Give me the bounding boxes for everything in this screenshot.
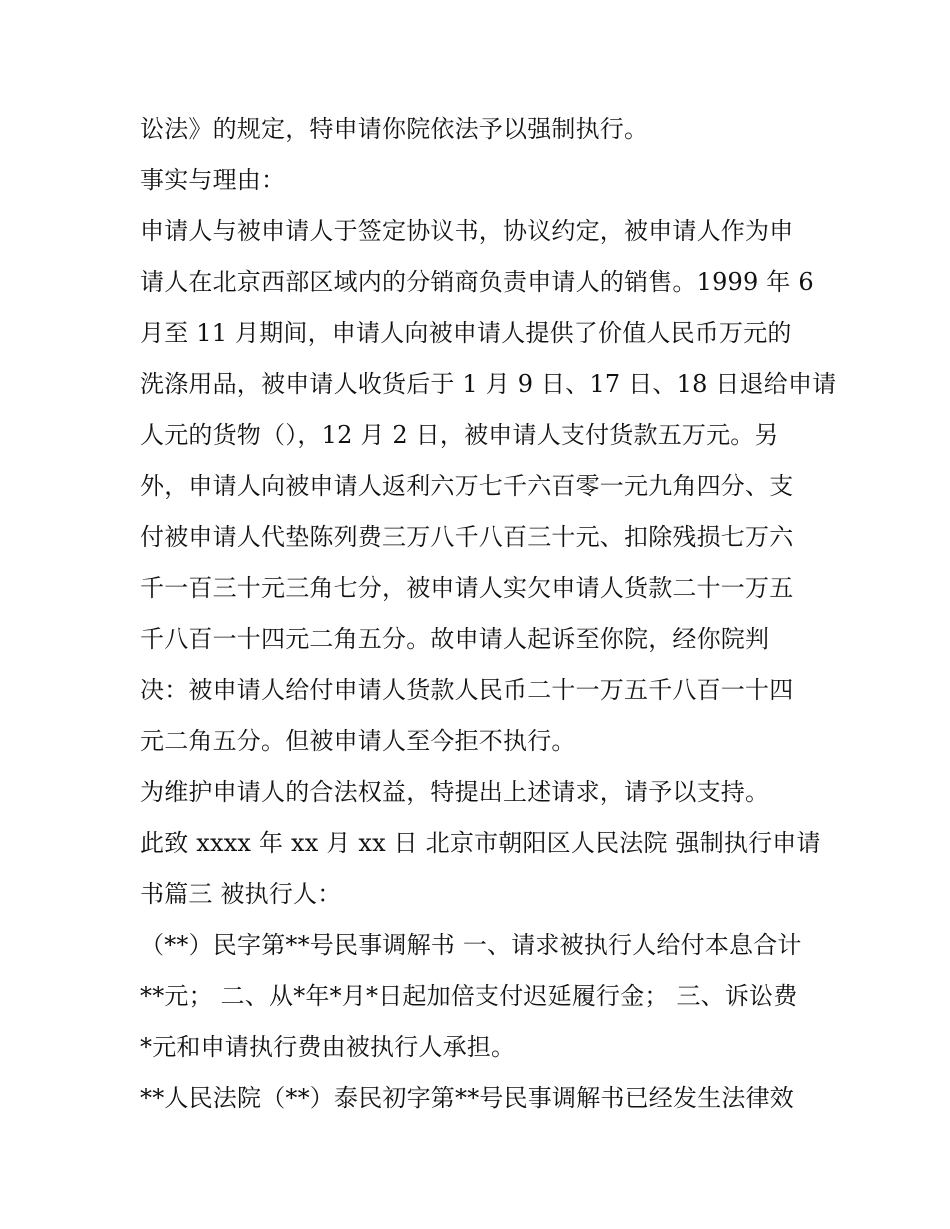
text-line: **元； 二、从*年*月*日起加倍支付迟延履行金； 三、诉讼费: [140, 982, 798, 1010]
text-line: 讼法》的规定，特申请你院依法予以强制执行。: [140, 115, 649, 143]
text-line: 人元的货物（），12 月 2 日，被申请人支付货款五万元。另: [140, 421, 779, 449]
text-line: 外，申请人向被申请人返利六万七千六百零一元九角四分、支: [140, 472, 794, 500]
text-line: 付被申请人代垫陈列费三万八千八百三十元、扣除残损七万六: [140, 523, 794, 551]
text-line: 书篇三 被执行人：: [140, 880, 342, 908]
text-line: 洗涤用品，被申请人收货后于 1 月 9 日、17 日、18 日退给申请: [140, 370, 837, 398]
text-line: 申请人与被申请人于签定协议书，协议约定，被申请人作为申: [140, 217, 794, 245]
document-body: [140, 104, 837, 1124]
text-line: **人民法院（**）泰民初字第**号民事调解书已经发生法律效: [140, 1084, 794, 1112]
text-line: 月至 11 月期间，申请人向被申请人提供了价值人民币万元的: [140, 319, 792, 347]
text-line: 请人在北京西部区域内的分销商负责申请人的销售。1999 年 6: [140, 268, 814, 296]
text-line: 千八百一十四元二角五分。故申请人起诉至你院，经你院判: [140, 625, 770, 653]
text-line: 决：被申请人给付申请人货款人民币二十一万五千八百一十四: [140, 676, 794, 704]
text-line: 为维护申请人的合法权益，特提出上述请求，请予以支持。: [140, 778, 770, 806]
text-line: 千一百三十元三角七分，被申请人实欠申请人货款二十一万五: [140, 574, 794, 602]
text-line: *元和申请执行费由被执行人承担。: [140, 1033, 516, 1061]
text-line: 此致 xxxx 年 xx 月 xx 日 北京市朝阳区人民法院 强制执行申请: [140, 829, 821, 857]
text-line: 事实与理由：: [140, 166, 286, 194]
text-line: 元二角五分。但被申请人至今拒不执行。: [140, 727, 576, 755]
text-line: （**）民字第**号民事调解书 一、请求被执行人给付本息合计: [140, 931, 802, 959]
